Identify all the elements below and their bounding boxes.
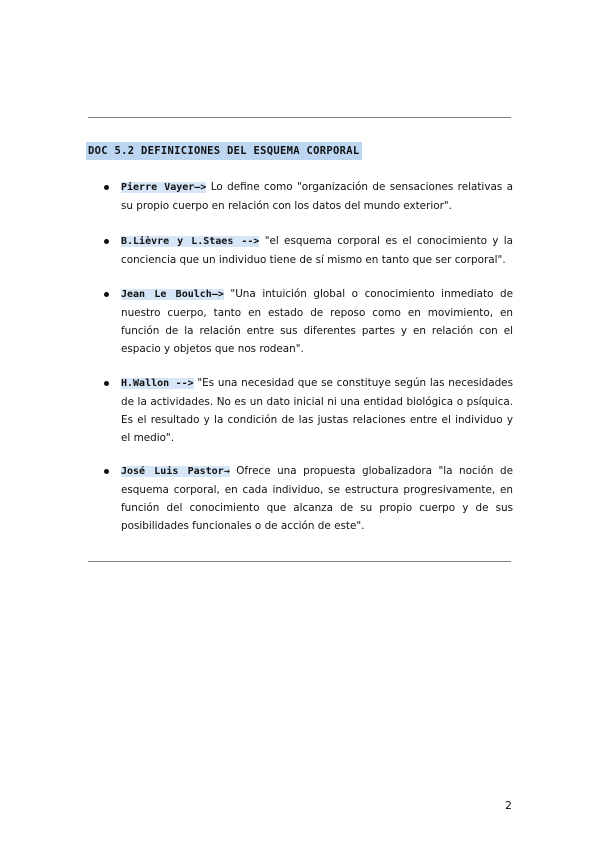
definition-text: "el esquema corporal es el conocimiento y la conciencia que un individuo tiene de sí mismo en tanto que ser corporal". [121,235,513,266]
author-name: Jean Le Boulch [121,289,212,300]
arrow-icon: → [223,466,230,477]
arrow-icon: —> [194,182,207,193]
arrow-icon: —> [211,289,224,300]
page-number: 2 [505,799,512,812]
author-name: B.Lièvre y L.Staes [121,236,234,247]
bullet-icon [104,292,109,297]
list-item [121,285,513,358]
definition-text: Lo define como "organización de sensaciones relativas a su propio cuerpo en relación con los datos del mundo exterior". [121,181,513,212]
author-name: José Luis Pastor [121,466,224,477]
list-item [121,462,513,535]
bullet-icon [104,469,109,474]
list-item [121,374,513,447]
definition-text: Ofrece una propuesta globalizadora "la noción de esquema corporal, en cada individuo, se estructura progresivamente, en función del conocimiento que alcanza de su propio cuerpo y de sus posibilidades funcionales o de acción de este". [121,465,513,532]
section-heading: DOC 5.2 DEFINICIONES DEL ESQUEMA CORPORAL [86,142,362,160]
bullet-icon [104,381,109,386]
arrow-icon: --> [233,236,260,247]
top-divider [88,117,511,118]
arrow-icon: --> [169,378,194,389]
bottom-divider [88,561,511,562]
author-name: Pierre Vayer [121,182,195,193]
author-name: H.Wallon [121,378,170,389]
bullet-icon [104,239,109,244]
list-item [121,232,513,269]
list-item [121,178,513,215]
definition-text: "Una intuición global o conocimiento inmediato de nuestro cuerpo, tanto en estado de reposo como en movimiento, en función de la relación entre sus diferentes partes y en relación con el espacio y objetos que nos rodean". [121,288,513,355]
bullet-icon [104,185,109,190]
definition-text: "Es una necesidad que se constituye según las necesidades de la actividades. No es un dato inicial ni una entidad biológica o psíquica. Es el resultado y la condición de las justas relaciones entre el individuo y el medio". [121,377,513,444]
